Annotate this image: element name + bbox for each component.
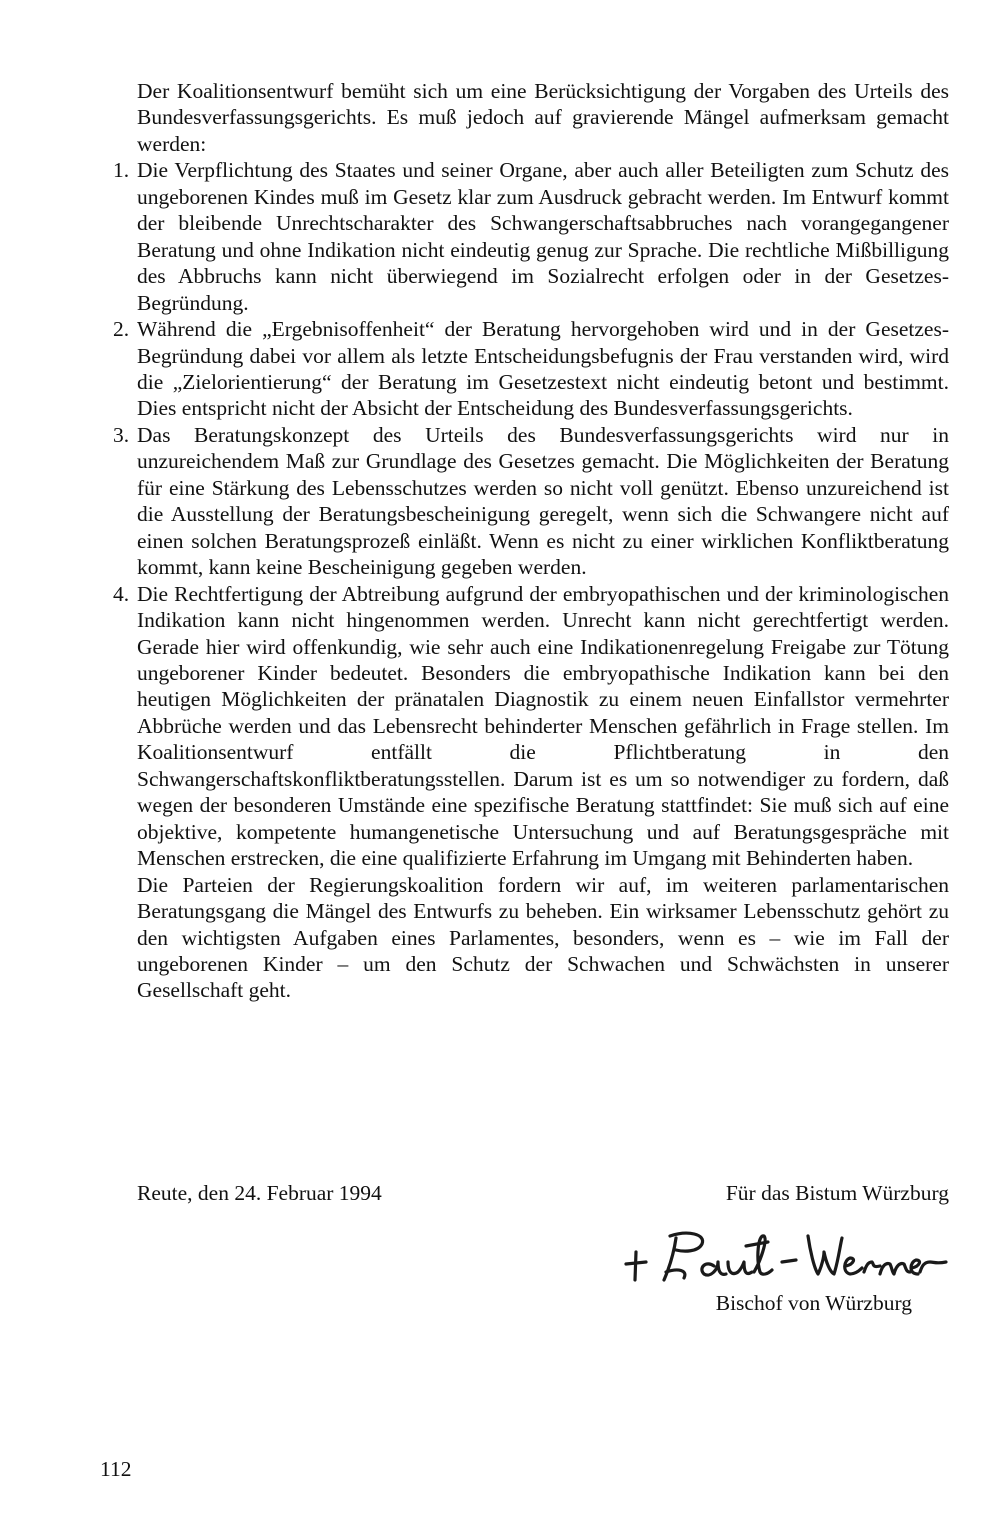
list-item-number: 4. (113, 581, 130, 606)
letter-body (113, 78, 949, 1004)
list-item-text: Das Beratungskonzept des Urteils des Bundesverfassungsgerichts wird nur in unzureichendem Maß zur Grundlage des Gesetzes gemacht. Die Möglichkeiten der Beratung für eine Stärkung des Lebensschutzes werden so nicht voll genützt. Ebenso unzureichend ist die Ausstellung der Beratungsbescheinigung geregelt, wenn sich die Schwangere nicht auf einen solchen Beratungsprozeß einläßt. Wenn es nicht zu einer wirklichen Konfliktberatung kommt, kann keine Bescheinigung gegeben werden. (137, 422, 949, 580)
list-item-number: 2. (113, 317, 130, 342)
diocese-line: Für das Bistum Würzburg (725, 1181, 949, 1205)
list-item-text: Die Verpflichtung des Staates und seiner Organe, aber auch aller Beteiligten zum Schutz des ungeborenen Kindes muß im Gesetz klar zum Ausdruck gebracht werden. Im Entwurf kommt der bleibende Unrechtscharakter des Schwangerschaftsabbruches nach vorangegangener Beratung und ohne Indikation nicht eindeutig genug zur Sprache. Die rechtliche Mißbilligung des Abbruchs kann nicht überwiegend im Sozialrecht erfolgen oder in der Gesetzes-Begründung. (137, 158, 949, 315)
list-item-number: 1. (113, 158, 130, 183)
place-date: Reute, den 24. Februar 1994 (137, 1181, 382, 1205)
signature-text: + Paul-Werner (618, 1222, 624, 1223)
list-item (113, 581, 949, 872)
signer-title: Bischof von Würzburg (715, 1291, 912, 1315)
list-item-text: Die Rechtfertigung der Abtreibung aufgrund der embryopathischen und der kriminologischen Indikation kann nicht hingenommen werden. Unrecht kann nicht gerechtfertigt werden. Gerade hier wird offenkundig, wie sehr auch eine Indikationenregelung Freigabe zur Tötung ungeborener Kinder bedeutet. Besonders die embryopathische Indikation kann bei den heutigen Möglichkeiten der pränatalen Diagnostik zu einem neuen Einfallstor vermehrter Abbrüche werden und das Lebensrecht behinderter Menschen gefährlich in Frage stellen. Im Koalitionsentwurf entfällt die Pflichtberatung in den Schwangerschaftskonfliktberatungsstellen. Darum ist es um so notwendiger zu fordern, daß wegen der besonderen Umstände eine spezifische Beratung stattfindet: Sie muß sich auf eine objektive, kompetente humangenetische Untersuchung und auf Beratungsgespräche mit Menschen erstrecken, die eine qualifizierte Erfahrung im Umgang mit Behinderten haben. (137, 581, 949, 871)
list-item (113, 316, 949, 422)
closing-paragraph: Die Parteien der Regierungskoalition fordern wir auf, im weiteren parlamentarischen Beratungsgang die Mängel des Entwurfs zu beheben. Ein wirksamer Lebensschutz gehört zu den wichtigsten Aufgaben eines Parlamentes, besonders, wenn es – wie im Fall der ungeborenen Kinder – um den Schutz der Schwachen und Schwächsten in unserer Gesellschaft geht. (137, 872, 949, 1003)
list-item-text: Während die „Ergebnisoffenheit“ der Beratung hervorgehoben wird und in der Gesetzes-Begründung dabei vor allem als letzte Entscheidungsbefugnis der Frau verstanden wird, wird die „Zielorientierung“ der Beratung im Gesetzestext nicht eindeutig betont und bestimmt. Dies entspricht nicht der Absicht der Entscheidung des Bundesverfassungsgerichts. (137, 317, 949, 421)
list-item-number: 3. (113, 422, 130, 447)
handwritten-signature (618, 1222, 958, 1290)
list-item (113, 422, 949, 581)
list-item (113, 157, 949, 316)
intro-paragraph: Der Koalitionsentwurf bemüht sich um eine Berücksichtigung der Vorgaben des Urteils des Bundesverfassungsgerichts. Es muß jedoch auf gravierende Mängel aufmerksam gemacht werden: (137, 79, 949, 156)
page-number: 112 (100, 1457, 132, 1481)
deficiency-list (113, 157, 949, 871)
